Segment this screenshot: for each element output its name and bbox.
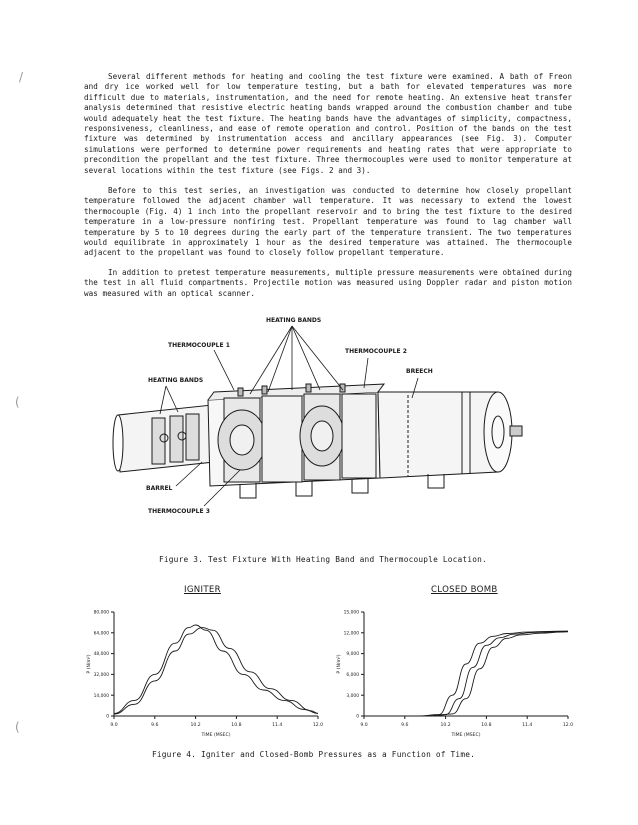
series-line bbox=[364, 631, 568, 716]
x-tick-label: 10.2 bbox=[440, 723, 451, 728]
x-tick-label: 10.2 bbox=[190, 723, 201, 728]
margin-mark: ( bbox=[15, 395, 20, 409]
x-tick-label: 11.4 bbox=[272, 723, 283, 728]
closed-bomb-plot-title: CLOSED BOMB bbox=[431, 585, 498, 595]
margin-mark: ( bbox=[15, 720, 20, 734]
x-tick-label: 9.0 bbox=[110, 723, 118, 728]
y-tick-label: 32,000 bbox=[93, 673, 109, 678]
y-tick-label: 64,000 bbox=[93, 631, 109, 637]
y-tick-label: 15,000 bbox=[343, 610, 359, 616]
thermocouple-1-label: THERMOCOUPLE 1 bbox=[168, 342, 230, 349]
series-line bbox=[364, 631, 568, 716]
x-tick-label: 9.0 bbox=[360, 723, 368, 728]
x-tick-label: 12.0 bbox=[312, 723, 324, 728]
y-tick-label: 0 bbox=[356, 714, 359, 720]
paragraph-investigation: Before to this test series, an investigation was conducted to determine how closely propellant temperature followed the adjacent chamber wall temperature. It was necessary to extend the lowest thermocouple (Fig. 4) 1 inch into the propellant reservoir and to bring the test fixture to the desired temperature in a low-pressure nonfiring test. Propellant temperature was found to lag chamber wall temperature by 5 to 10 degrees during the early part of the temperature transient. The two temperatures would equilibrate in approximately 1 hour as the desired temperature was attained. The thermocouple adjacent to the propellant was found to closely follow propellant temperature. bbox=[84, 186, 572, 258]
y-axis-label: P (N/m²) bbox=[337, 654, 342, 674]
x-axis-label: TIME (MSEC) bbox=[451, 733, 481, 738]
y-tick-label: 6,000 bbox=[346, 673, 359, 678]
y-tick-label: 80,000 bbox=[93, 610, 109, 616]
x-tick-label: 12.0 bbox=[562, 723, 574, 728]
closed-bomb-pressure-chart bbox=[330, 600, 580, 740]
x-tick-label: 9.6 bbox=[151, 723, 159, 728]
series-line bbox=[364, 632, 568, 716]
paragraph-heating-methods: Several different methods for heating and cooling the test fixture were examined. A bath of Freon and dry ice worked well for low temperature testing, but a bath for elevated temperatures was more difficult due to materials, instrumentation, and the need for remote heating. An extensive heat transfer analysis determined that resistive electric heating bands wrapped around the combustion chamber and tube would adequately heat the test fixture. The heating bands have the advantages of simplicity, compactness, responsiveness, cleanliness, and ease of remote operation and control. Position of the bands on the test fixture was determined by instrumentation access and ancillary appearances (see Fig. 3). Computer simulations were performed to determine power requirements and heating rates that were appropriate to precondition the propellant and the test fixture. Three thermocouples were used to monitor temperature at several locations within the test fixture (see Figs. 2 and 3). bbox=[84, 72, 572, 175]
x-tick-label: 10.8 bbox=[481, 723, 492, 728]
igniter-pressure-chart bbox=[80, 600, 330, 740]
margin-mark: / bbox=[19, 70, 24, 84]
y-tick-label: 48,000 bbox=[93, 652, 109, 658]
y-axis-label: P (N/m²) bbox=[87, 654, 92, 674]
y-tick-label: 12,000 bbox=[343, 631, 359, 637]
paragraph-pressure-measurements: In addition to pretest temperature measurements, multiple pressure measurements were obtained during the test in all fluid compartments. Projectile motion was measured using Doppler radar and piston motion was measured with an optical scanner. bbox=[84, 268, 572, 298]
x-axis-label: TIME (MSEC) bbox=[201, 733, 231, 738]
heating-bands-top-label: HEATING BANDS bbox=[266, 317, 322, 324]
thermocouple-3-label: THERMOCOUPLE 3 bbox=[148, 508, 210, 515]
thermocouple-2-label: THERMOCOUPLE 2 bbox=[345, 348, 407, 355]
breech-label: BREECH bbox=[406, 368, 433, 375]
x-tick-label: 9.6 bbox=[401, 723, 409, 728]
y-tick-label: 14,000 bbox=[93, 693, 109, 699]
figure-3-caption: Figure 3. Test Fixture With Heating Band and Thermocouple Location. bbox=[159, 555, 487, 564]
y-tick-label: 0 bbox=[106, 714, 109, 720]
y-tick-label: 3,000 bbox=[346, 693, 359, 699]
heating-bands-left-label: HEATING BANDS bbox=[148, 377, 204, 384]
barrel-label: BARREL bbox=[146, 485, 173, 492]
igniter-plot-title: IGNITER bbox=[184, 585, 221, 595]
x-tick-label: 10.8 bbox=[231, 723, 242, 728]
y-tick-label: 9,000 bbox=[346, 652, 359, 658]
figure-4-caption: Figure 4. Igniter and Closed-Bomb Pressures as a Function of Time. bbox=[152, 750, 476, 759]
x-tick-label: 11.4 bbox=[522, 723, 533, 728]
